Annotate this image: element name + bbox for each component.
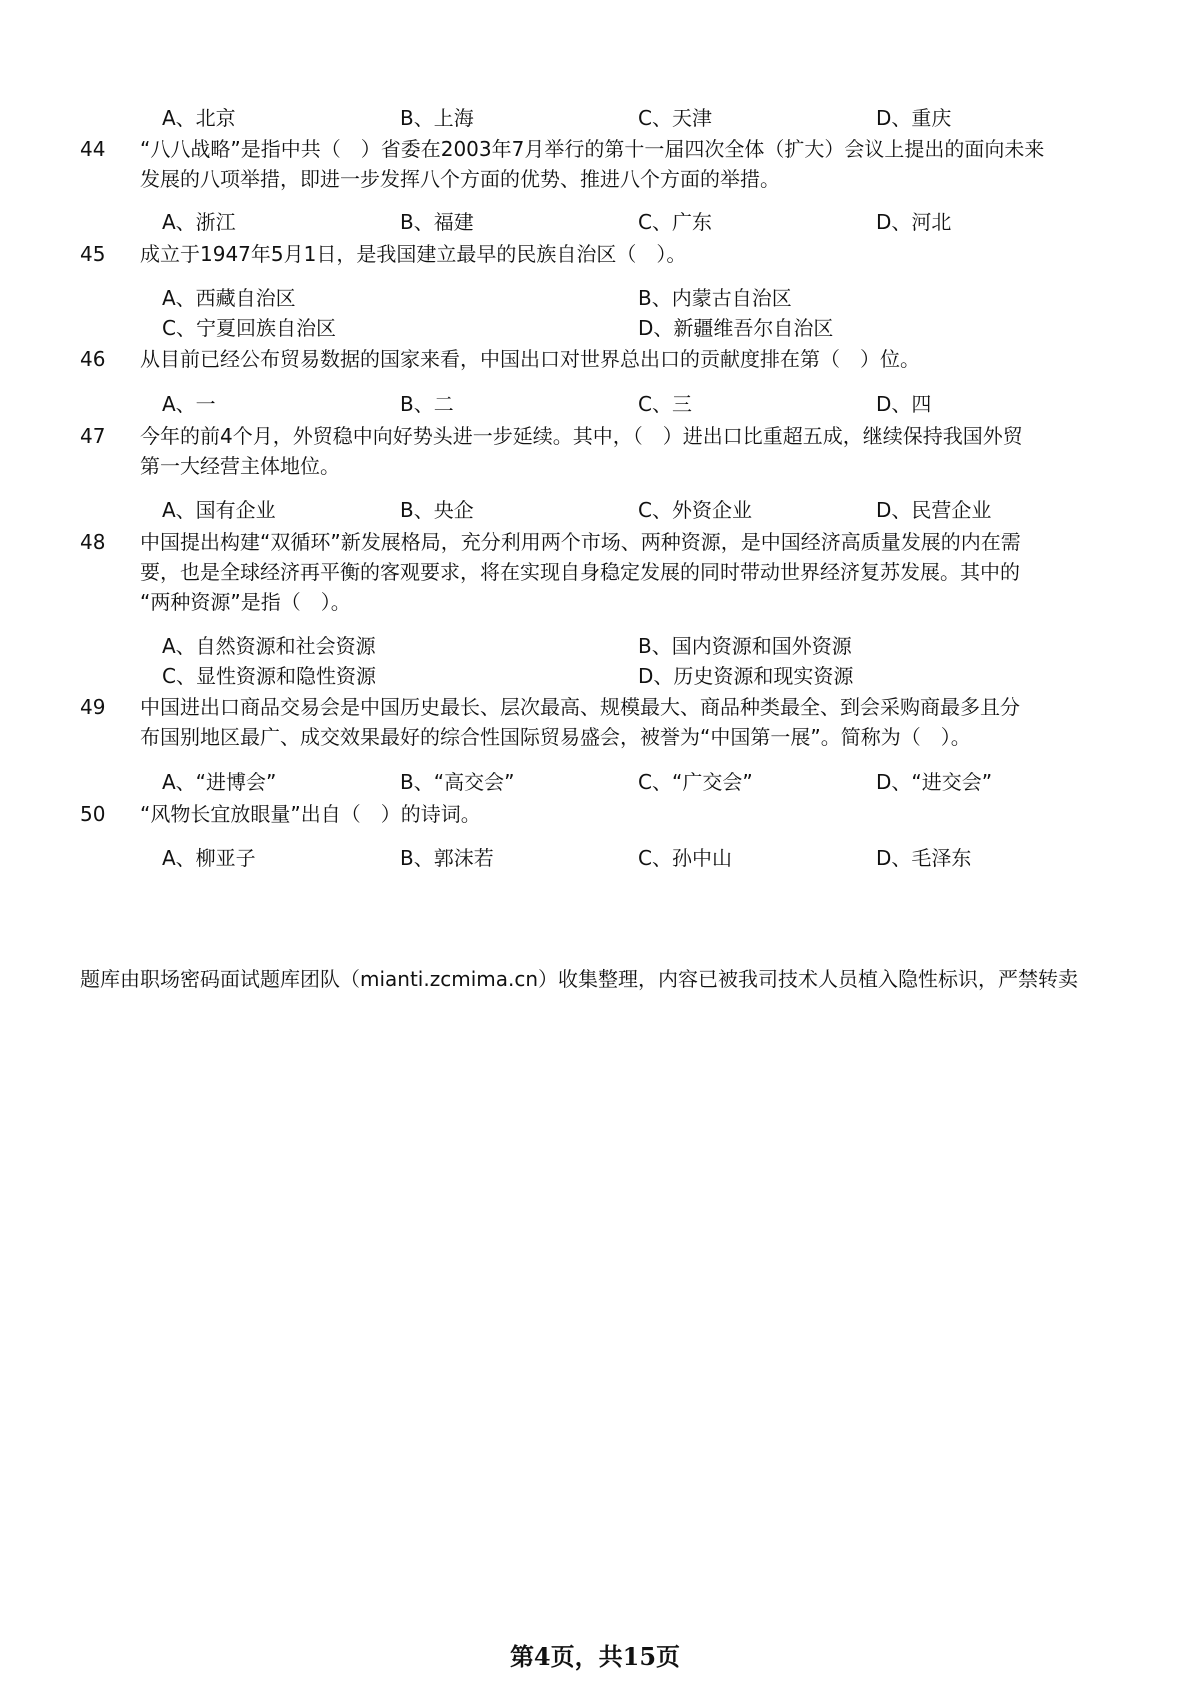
- stem-line: 今年的前4个月，外贸稳中向好势头进一步延续。其中，（ ）进出口比重超五成，继续保持我国外贸: [140, 424, 1023, 448]
- question-number: 48: [80, 530, 106, 554]
- stem-line: 布国别地区最广、成交效果最好的综合性国际贸易盛会，被誉为“中国第一展”。简称为（ ）。: [140, 725, 971, 749]
- option-b: B、福建: [400, 210, 474, 234]
- option-b: B、内蒙古自治区: [638, 286, 792, 310]
- footer-note: 题库由职场密码面试题库团队（mianti.zcmima.cn）收集整理，内容已被我司技术人员植入隐性标识，严禁转卖: [80, 967, 1079, 991]
- option-c: C、显性资源和隐性资源: [162, 664, 376, 688]
- option-b: B、二: [400, 392, 454, 416]
- option-a: A、一: [162, 392, 216, 416]
- option-a: A、北京: [162, 106, 236, 130]
- question-stem: [140, 692, 1140, 752]
- page-number: 第4页，共15页: [509, 1642, 681, 1671]
- option-d: D、“进交会”: [876, 770, 993, 794]
- option-b: B、央企: [400, 498, 474, 522]
- question-stem: [140, 527, 1140, 617]
- stem-line: 第一大经营主体地位。: [140, 454, 340, 478]
- stem-line: 成立于1947年5月1日，是我国建立最早的民族自治区（ ）。: [140, 242, 687, 266]
- option-b: B、“高交会”: [400, 770, 515, 794]
- option-c: C、三: [638, 392, 692, 416]
- option-a: A、国有企业: [162, 498, 276, 522]
- question-stem: [140, 239, 1140, 269]
- stem-line: 从目前已经公布贸易数据的国家来看，中国出口对世界总出口的贡献度排在第（ ）位。: [140, 347, 920, 371]
- option-a: A、西藏自治区: [162, 286, 296, 310]
- option-c: C、天津: [638, 106, 712, 130]
- option-d: D、毛泽东: [876, 846, 972, 870]
- option-a: A、自然资源和社会资源: [162, 634, 376, 658]
- option-d: D、民营企业: [876, 498, 992, 522]
- stem-line: 要，也是全球经济再平衡的客观要求，将在实现自身稳定发展的同时带动世界经济复苏发展。其中的: [140, 560, 1020, 584]
- option-b: B、上海: [400, 106, 474, 130]
- question-stem: [140, 344, 1140, 374]
- question-stem: [140, 421, 1140, 481]
- option-d: D、新疆维吾尔自治区: [638, 316, 834, 340]
- option-c: C、外资企业: [638, 498, 752, 522]
- option-b: B、郭沫若: [400, 846, 494, 870]
- option-a: A、“进博会”: [162, 770, 277, 794]
- option-c: C、“广交会”: [638, 770, 753, 794]
- stem-line: “两种资源”是指（ ）。: [140, 590, 351, 614]
- option-a: A、柳亚子: [162, 846, 256, 870]
- stem-line: “风物长宜放眼量”出自（ ）的诗词。: [140, 802, 481, 826]
- option-c: C、孙中山: [638, 846, 732, 870]
- option-c: C、广东: [638, 210, 712, 234]
- stem-line: 中国进出口商品交易会是中国历史最长、层次最高、规模最大、商品种类最全、到会采购商最多且分: [140, 695, 1020, 719]
- option-d: D、重庆: [876, 106, 952, 130]
- question-number: 50: [80, 802, 106, 826]
- question-number: 45: [80, 242, 106, 266]
- question-stem: [140, 799, 1140, 829]
- question-number: 44: [80, 137, 106, 161]
- stem-line: “八八战略”是指中共（ ）省委在2003年7月举行的第十一届四次全体（扩大）会议上提出的面向未来: [140, 137, 1045, 161]
- option-d: D、历史资源和现实资源: [638, 664, 854, 688]
- option-d: D、四: [876, 392, 932, 416]
- question-number: 49: [80, 695, 106, 719]
- question-number: 47: [80, 424, 106, 448]
- option-a: A、浙江: [162, 210, 236, 234]
- question-stem: [140, 134, 1140, 194]
- stem-line: 发展的八项举措，即进一步发挥八个方面的优势、推进八个方面的举措。: [140, 167, 780, 191]
- question-number: 46: [80, 347, 106, 371]
- stem-line: 中国提出构建“双循环”新发展格局，充分利用两个市场、两种资源，是中国经济高质量发展的内在需: [140, 530, 1021, 554]
- option-c: C、宁夏回族自治区: [162, 316, 336, 340]
- option-d: D、河北: [876, 210, 952, 234]
- option-b: B、国内资源和国外资源: [638, 634, 852, 658]
